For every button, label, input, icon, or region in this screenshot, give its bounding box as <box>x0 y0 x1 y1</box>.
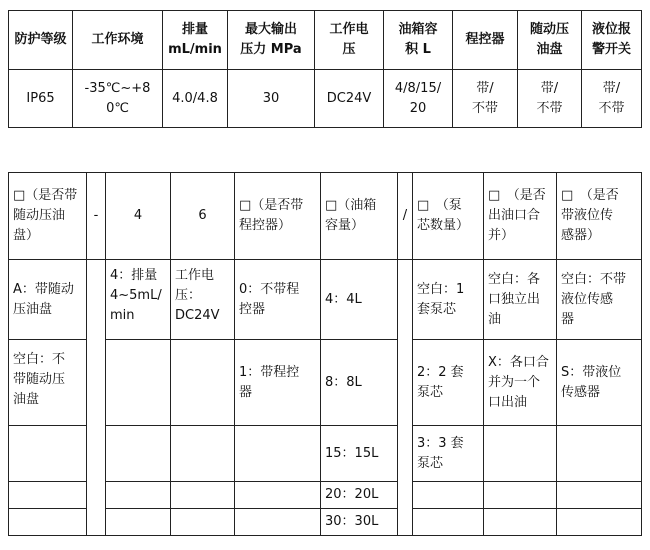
code-header-pump-cores: □ （泵 芯数量） <box>413 173 484 260</box>
spec-header-voltage: 工作电 压 <box>315 11 384 70</box>
code-empty-cell <box>413 482 484 509</box>
code-empty-cell <box>413 509 484 536</box>
spec-value-voltage: DC24V <box>315 70 384 128</box>
spec-value-oil-pan: 带/ 不带 <box>518 70 582 128</box>
code-header-controller: □（是否带 程控器） <box>235 173 321 260</box>
code-option-tank-30: 30：30L <box>321 509 398 536</box>
code-option-outlet-merged: X：各口合 并为一个 口出油 <box>484 340 557 426</box>
code-header-oil-pan: □（是否带 随动压油 盘） <box>9 173 87 260</box>
spec-value-environment: -35℃~+8 0℃ <box>73 70 163 128</box>
code-option-outlet-separate: 空白：各 口独立出 油 <box>484 260 557 340</box>
code-option-pump-3: 3：3 套 泵芯 <box>413 426 484 482</box>
code-empty-cell <box>106 340 171 426</box>
code-empty-cell <box>484 426 557 482</box>
code-empty-cell <box>484 482 557 509</box>
code-header-displacement: 4 <box>106 173 171 260</box>
code-empty-cell <box>235 482 321 509</box>
code-header-dash: - <box>87 173 106 260</box>
code-dash-column <box>87 260 106 536</box>
spec-header-environment: 工作环境 <box>73 11 163 70</box>
code-option-sensor-with: S：带液位 传感器 <box>557 340 642 426</box>
code-option-oil-pan-a: A：带随动 压油盘 <box>9 260 87 340</box>
code-option-controller-0: 0：不带程 控器 <box>235 260 321 340</box>
code-empty-cell <box>557 482 642 509</box>
spec-value-level-alarm: 带/ 不带 <box>582 70 642 128</box>
code-empty-cell <box>9 426 87 482</box>
code-empty-cell <box>106 482 171 509</box>
code-empty-cell <box>106 509 171 536</box>
code-header-tank: □（油箱 容量） <box>321 173 398 260</box>
code-option-tank-8: 8：8L <box>321 340 398 426</box>
code-header-voltage: 6 <box>171 173 235 260</box>
spec-value-displacement: 4.0/4.8 <box>163 70 228 128</box>
spec-header-level-alarm: 液位报 警开关 <box>582 11 642 70</box>
code-option-tank-15: 15：15L <box>321 426 398 482</box>
spec-header-displacement: 排量 mL/min <box>163 11 228 70</box>
code-empty-cell <box>171 426 235 482</box>
code-option-controller-1: 1：带程控 器 <box>235 340 321 426</box>
spec-header-protection: 防护等级 <box>9 11 73 70</box>
code-option-displacement: 4：排量 4~5mL/ min <box>106 260 171 340</box>
code-empty-cell <box>484 509 557 536</box>
code-empty-cell <box>171 482 235 509</box>
code-empty-cell <box>171 509 235 536</box>
code-empty-cell <box>9 482 87 509</box>
spec-value-controller: 带/ 不带 <box>453 70 518 128</box>
spec-table <box>8 10 642 128</box>
spec-value-pressure: 30 <box>228 70 315 128</box>
spec-header-tank: 油箱容 积 L <box>384 11 453 70</box>
code-empty-cell <box>106 426 171 482</box>
code-option-pump-2: 2：2 套 泵芯 <box>413 340 484 426</box>
code-option-pump-1: 空白：1 套泵芯 <box>413 260 484 340</box>
code-empty-cell <box>9 509 87 536</box>
code-empty-cell <box>557 509 642 536</box>
spec-header-controller: 程控器 <box>453 11 518 70</box>
code-slash-column <box>398 260 413 536</box>
code-header-outlet-merge: □ （是否 出油口合 并） <box>484 173 557 260</box>
code-option-oil-pan-none: 空白：不 带随动压 油盘 <box>9 340 87 426</box>
code-empty-cell <box>235 509 321 536</box>
code-empty-cell <box>235 426 321 482</box>
spec-value-protection: IP65 <box>9 70 73 128</box>
spec-header-oil-pan: 随动压 油盘 <box>518 11 582 70</box>
code-header-slash: / <box>398 173 413 260</box>
code-option-sensor-none: 空白：不带 液位传感 器 <box>557 260 642 340</box>
code-table <box>8 172 642 536</box>
code-empty-cell <box>171 340 235 426</box>
spec-value-tank: 4/8/15/ 20 <box>384 70 453 128</box>
code-option-tank-20: 20：20L <box>321 482 398 509</box>
code-header-level-sensor: □ （是否 带液位传 感器） <box>557 173 642 260</box>
code-option-tank-4: 4：4L <box>321 260 398 340</box>
spec-header-pressure: 最大输出 压力 MPa <box>228 11 315 70</box>
code-empty-cell <box>557 426 642 482</box>
code-option-voltage: 工作电 压： DC24V <box>171 260 235 340</box>
